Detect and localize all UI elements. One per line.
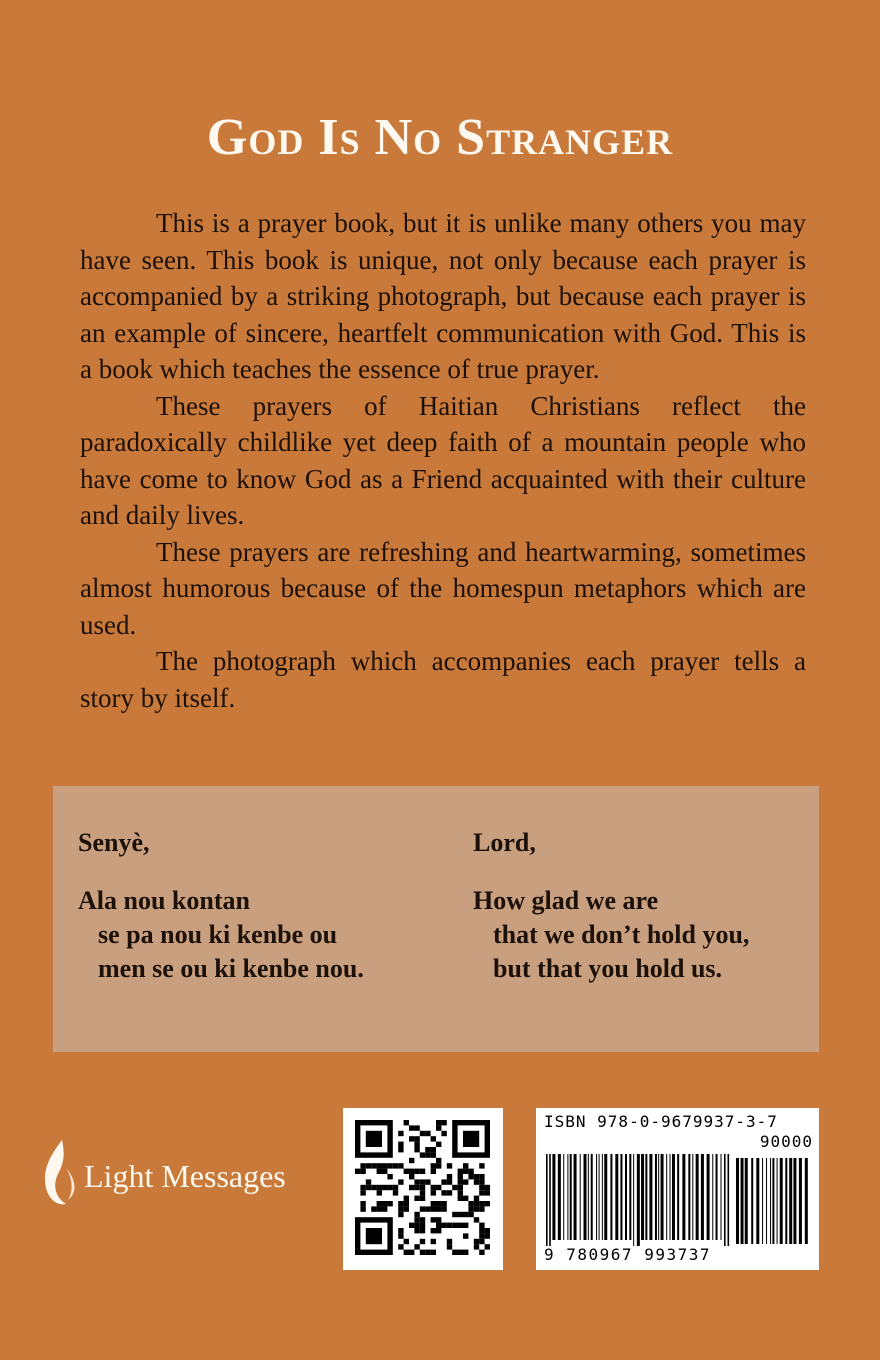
qr-module (398, 1212, 403, 1217)
qr-module (409, 1125, 414, 1130)
qr-module (463, 1131, 479, 1147)
english-prayer (473, 826, 749, 986)
barcode-bar (793, 1158, 796, 1244)
blurb-paragraph: This is a prayer book, but it is unlike many others you may have seen. This book is unique, not only because each prayer is accompanied by a striking photograph, but because each prayer is an example of sincere, heartfelt communication with God. This is a book which teaches the essence of true prayer. (80, 208, 806, 384)
qr-module (452, 1185, 457, 1190)
qr-module (441, 1131, 446, 1136)
qr-module (377, 1169, 382, 1174)
flame-icon (40, 1138, 80, 1210)
barcode-bar (716, 1154, 718, 1240)
qr-module (468, 1201, 473, 1206)
qr-module (382, 1206, 387, 1211)
ean-digits: 9 780967 993737 (544, 1245, 711, 1264)
qr-module (425, 1152, 430, 1157)
qr-module (436, 1201, 441, 1206)
barcode-bar (645, 1154, 647, 1240)
qr-module (404, 1239, 409, 1244)
qr-module (420, 1217, 425, 1222)
qr-module (458, 1185, 463, 1190)
barcode-bar (777, 1158, 778, 1244)
qr-module (447, 1239, 452, 1244)
qr-module (458, 1250, 463, 1255)
qr-module (409, 1158, 414, 1163)
qr-module (436, 1158, 441, 1163)
qr-module (414, 1179, 419, 1184)
qr-module (425, 1250, 430, 1255)
qr-module (463, 1223, 468, 1228)
qr-module (393, 1185, 398, 1190)
qr-module (452, 1250, 457, 1255)
qr-module (479, 1201, 484, 1206)
qr-module (414, 1212, 419, 1217)
qr-module (441, 1201, 446, 1206)
qr-module (479, 1179, 484, 1184)
qr-module (387, 1174, 392, 1179)
qr-module (425, 1206, 430, 1211)
barcode-bar (599, 1154, 600, 1240)
qr-module (463, 1196, 468, 1201)
barcode-bar (546, 1154, 548, 1246)
qr-module (447, 1163, 452, 1168)
qr-module (436, 1125, 441, 1130)
creole-line: se pa nou ki kenbe ou (98, 920, 338, 949)
qr-module (398, 1244, 403, 1249)
barcode-bar (745, 1158, 748, 1244)
qr-module (420, 1196, 425, 1201)
qr-module (360, 1163, 365, 1168)
qr-module (431, 1206, 436, 1211)
qr-module (414, 1142, 419, 1147)
qr-module (452, 1212, 457, 1217)
barcode-bar (620, 1154, 622, 1240)
barcode-bar (629, 1154, 631, 1240)
qr-module (371, 1206, 376, 1211)
english-line: How glad we are (473, 886, 659, 915)
qr-module (468, 1212, 473, 1217)
qr-module (420, 1206, 425, 1211)
creole-salutation: Senyè, (78, 828, 150, 857)
english-line: that we don’t hold you, (493, 920, 750, 949)
qr-module (414, 1169, 419, 1174)
qr-module (409, 1250, 414, 1255)
qr-module (387, 1185, 392, 1190)
qr-module (366, 1228, 382, 1244)
qr-module (452, 1223, 457, 1228)
creole-line: men se ou ki kenbe nou. (98, 954, 364, 983)
barcode-bar (677, 1154, 679, 1240)
qr-module (420, 1169, 425, 1174)
qr-module (485, 1190, 490, 1195)
publisher-name: Light Messages (84, 1158, 286, 1194)
barcode-bar (780, 1158, 783, 1244)
qr-module (485, 1233, 490, 1238)
qr-module (436, 1217, 441, 1222)
qr-module (371, 1185, 376, 1190)
qr-module (463, 1163, 468, 1168)
qr-module (479, 1233, 484, 1238)
qr-module (398, 1206, 403, 1211)
qr-module (393, 1190, 398, 1195)
qr-module (420, 1239, 425, 1244)
qr-module (431, 1152, 436, 1157)
qr-module (479, 1185, 484, 1190)
barcode-bar (756, 1158, 759, 1244)
qr-module (458, 1190, 463, 1195)
qr-module (409, 1174, 414, 1179)
qr-module (431, 1147, 436, 1152)
qr-module (458, 1212, 463, 1217)
barcode-bar (615, 1154, 618, 1240)
barcode-bar (552, 1154, 555, 1240)
english-salutation: Lord, (473, 828, 536, 857)
qr-module (404, 1169, 409, 1174)
qr-module (414, 1196, 419, 1201)
qr-module (441, 1179, 446, 1184)
qr-module (387, 1163, 392, 1168)
barcode-bar (682, 1154, 685, 1240)
qr-module (404, 1250, 409, 1255)
qr-module (398, 1228, 403, 1233)
qr-module (414, 1185, 419, 1190)
qr-module (420, 1152, 425, 1157)
qr-module (468, 1169, 473, 1174)
english-line: but that you hold us. (493, 954, 723, 983)
isbn-text: ISBN 978-0-9679937-3-7 (544, 1112, 778, 1131)
creole-prayer (78, 826, 364, 986)
barcode-bar (584, 1154, 587, 1240)
barcode-bar (563, 1154, 564, 1240)
blurb-paragraph: The photograph which accompanies each prayer tells a story by itself. (80, 646, 806, 713)
qr-module (398, 1142, 403, 1147)
qr-module (387, 1201, 392, 1206)
qr-module (474, 1179, 479, 1184)
qr-module (409, 1136, 414, 1141)
qr-module (479, 1206, 484, 1211)
qr-module (404, 1196, 409, 1201)
qr-module (436, 1120, 441, 1125)
qr-module (377, 1190, 382, 1195)
qr-module (431, 1136, 436, 1141)
qr-module (393, 1163, 398, 1168)
barcode-bar (696, 1154, 699, 1240)
barcode-bar (591, 1154, 593, 1240)
qr-module (366, 1185, 371, 1190)
barcode-bar (712, 1154, 713, 1240)
qr-module (479, 1174, 484, 1179)
barcode-bar (741, 1158, 744, 1244)
qr-module (382, 1201, 387, 1206)
qr-module (436, 1206, 441, 1211)
qr-module (447, 1244, 452, 1249)
qr-module (441, 1223, 446, 1228)
qr-module (420, 1179, 425, 1184)
qr-module (377, 1185, 382, 1190)
qr-module (414, 1125, 419, 1130)
qr-module (366, 1131, 382, 1147)
qr-module (431, 1185, 436, 1190)
barcode-bar (799, 1158, 802, 1244)
blurb-paragraph: These prayers of Haitian Christians reflect the paradoxically childlike yet deep faith of a mountain people who have come to know God as a Friend acquainted with their culture and daily lives. (80, 390, 806, 530)
qr-module (360, 1169, 365, 1174)
qr-module (431, 1217, 436, 1222)
barcode-bar (649, 1154, 652, 1240)
barcode-bar (567, 1154, 568, 1240)
qr-module (414, 1223, 419, 1228)
qr-module (360, 1206, 365, 1211)
qr-module (420, 1228, 425, 1233)
qr-module (425, 1147, 430, 1152)
qr-module (414, 1147, 419, 1152)
barcode-bar (658, 1154, 659, 1240)
qr-module (441, 1190, 446, 1195)
qr-module (468, 1174, 473, 1179)
qr-module (382, 1169, 387, 1174)
qr-module (425, 1179, 430, 1184)
qr-module (360, 1201, 365, 1206)
barcode-bar (549, 1154, 551, 1246)
qr-module (420, 1131, 425, 1136)
qr-module (441, 1120, 446, 1125)
qr-module (409, 1223, 414, 1228)
publisher-logo (40, 1138, 330, 1208)
isbn-barcode (536, 1108, 819, 1270)
barcode-bar (762, 1158, 763, 1244)
blurb-paragraph: These prayers are refreshing and heartwarming, sometimes almost humorous because of the homespun metaphors which are used. (80, 536, 806, 640)
qr-module (431, 1250, 436, 1255)
qr-module (463, 1169, 468, 1174)
barcode-bar (766, 1158, 767, 1244)
qr-module (441, 1206, 446, 1211)
qr-module (425, 1131, 430, 1136)
barcode-bar (721, 1154, 722, 1240)
barcode-bar (661, 1154, 664, 1240)
qr-module (474, 1201, 479, 1206)
barcode-bar (666, 1154, 667, 1240)
qr-module (479, 1223, 484, 1228)
qr-module (366, 1163, 371, 1168)
qr-module (474, 1239, 479, 1244)
barcode-bar (641, 1154, 644, 1240)
qr-module (377, 1163, 382, 1168)
price-code: 90000 (759, 1132, 813, 1151)
qr-module (382, 1185, 387, 1190)
barcode-bar (625, 1154, 627, 1240)
qr-module (398, 1201, 403, 1206)
back-cover-blurb (80, 205, 806, 716)
qr-module (485, 1228, 490, 1233)
qr-module (479, 1163, 484, 1168)
qr-module (398, 1131, 403, 1136)
qr-module (420, 1223, 425, 1228)
qr-module (360, 1185, 365, 1190)
barcode-bar (751, 1158, 753, 1244)
qr-module (436, 1228, 441, 1233)
qr-module (485, 1185, 490, 1190)
qr-module (474, 1206, 479, 1211)
qr-module (404, 1206, 409, 1211)
qr-module (398, 1163, 403, 1168)
qr-module (458, 1179, 463, 1184)
qr-module (431, 1169, 436, 1174)
qr-module (404, 1201, 409, 1206)
barcode-bar (805, 1158, 808, 1244)
creole-line: Ala nou kontan (78, 886, 250, 915)
barcode-bar (633, 1154, 634, 1246)
barcode-bar (688, 1154, 690, 1240)
qr-code (343, 1108, 503, 1270)
qr-module (404, 1120, 409, 1125)
qr-module (436, 1223, 441, 1228)
qr-module (479, 1239, 484, 1244)
qr-module (485, 1244, 490, 1249)
barcode-bar (610, 1154, 612, 1240)
qr-module (436, 1185, 441, 1190)
barcode-bar (772, 1158, 774, 1244)
qr-module (479, 1190, 484, 1195)
qr-module (431, 1239, 436, 1244)
qr-module (420, 1185, 425, 1190)
qr-module (447, 1179, 452, 1184)
qr-module (382, 1163, 387, 1168)
qr-module (468, 1206, 473, 1211)
qr-module (377, 1206, 382, 1211)
barcode-bar (570, 1154, 572, 1240)
qr-module (431, 1163, 436, 1168)
qr-module (355, 1169, 360, 1174)
barcode-bar (736, 1158, 739, 1244)
barcode-bar (588, 1154, 589, 1240)
barcode-bar (789, 1158, 792, 1244)
barcode-bar (602, 1154, 603, 1240)
barcode-bar (724, 1154, 726, 1246)
qr-module (414, 1244, 419, 1249)
qr-module (398, 1179, 403, 1184)
barcode-bar (770, 1158, 771, 1244)
book-title: God Is No Stranger (206, 109, 674, 166)
qr-module (458, 1174, 463, 1179)
barcode-bar (558, 1154, 561, 1240)
barcode-bar (707, 1154, 710, 1240)
barcode-bar (728, 1154, 730, 1246)
qr-module (474, 1174, 479, 1179)
qr-module (463, 1212, 468, 1217)
barcode-bar (670, 1154, 671, 1240)
qr-module (377, 1201, 382, 1206)
qr-module (420, 1190, 425, 1195)
qr-module (479, 1228, 484, 1233)
qr-module (398, 1233, 403, 1238)
prayer-box (53, 786, 819, 1052)
qr-module (447, 1190, 452, 1195)
qr-module (474, 1196, 479, 1201)
qr-module (458, 1169, 463, 1174)
qr-module (479, 1250, 484, 1255)
qr-module (463, 1233, 468, 1238)
qr-module (474, 1244, 479, 1249)
barcode-bar (785, 1158, 787, 1244)
qr-module (409, 1169, 414, 1174)
qr-module (431, 1201, 436, 1206)
qr-module (458, 1223, 463, 1228)
qr-module (474, 1217, 479, 1222)
barcode-bar (701, 1154, 704, 1240)
qr-module (485, 1201, 490, 1206)
qr-module (431, 1190, 436, 1195)
qr-module (458, 1196, 463, 1201)
qr-module (414, 1136, 419, 1141)
qr-module (371, 1163, 376, 1168)
barcode-bar (604, 1154, 607, 1240)
qr-module (414, 1228, 419, 1233)
qr-module (447, 1223, 452, 1228)
barcode-bar (655, 1154, 657, 1240)
barcode-bar (574, 1154, 577, 1240)
barcode-bar (596, 1154, 597, 1240)
barcode-bar (672, 1154, 675, 1240)
qr-module (366, 1179, 371, 1184)
barcode-bar (692, 1154, 693, 1240)
qr-module (431, 1228, 436, 1233)
barcode-bar (580, 1154, 581, 1240)
barcode-bar (637, 1154, 640, 1246)
qr-module (463, 1179, 468, 1184)
qr-module (436, 1163, 441, 1168)
qr-module (414, 1217, 419, 1222)
qr-module (463, 1250, 468, 1255)
qr-module (436, 1142, 441, 1147)
qr-module (420, 1250, 425, 1255)
qr-module (360, 1190, 365, 1195)
qr-module (398, 1147, 403, 1152)
qr-module (409, 1185, 414, 1190)
qr-module (447, 1174, 452, 1179)
